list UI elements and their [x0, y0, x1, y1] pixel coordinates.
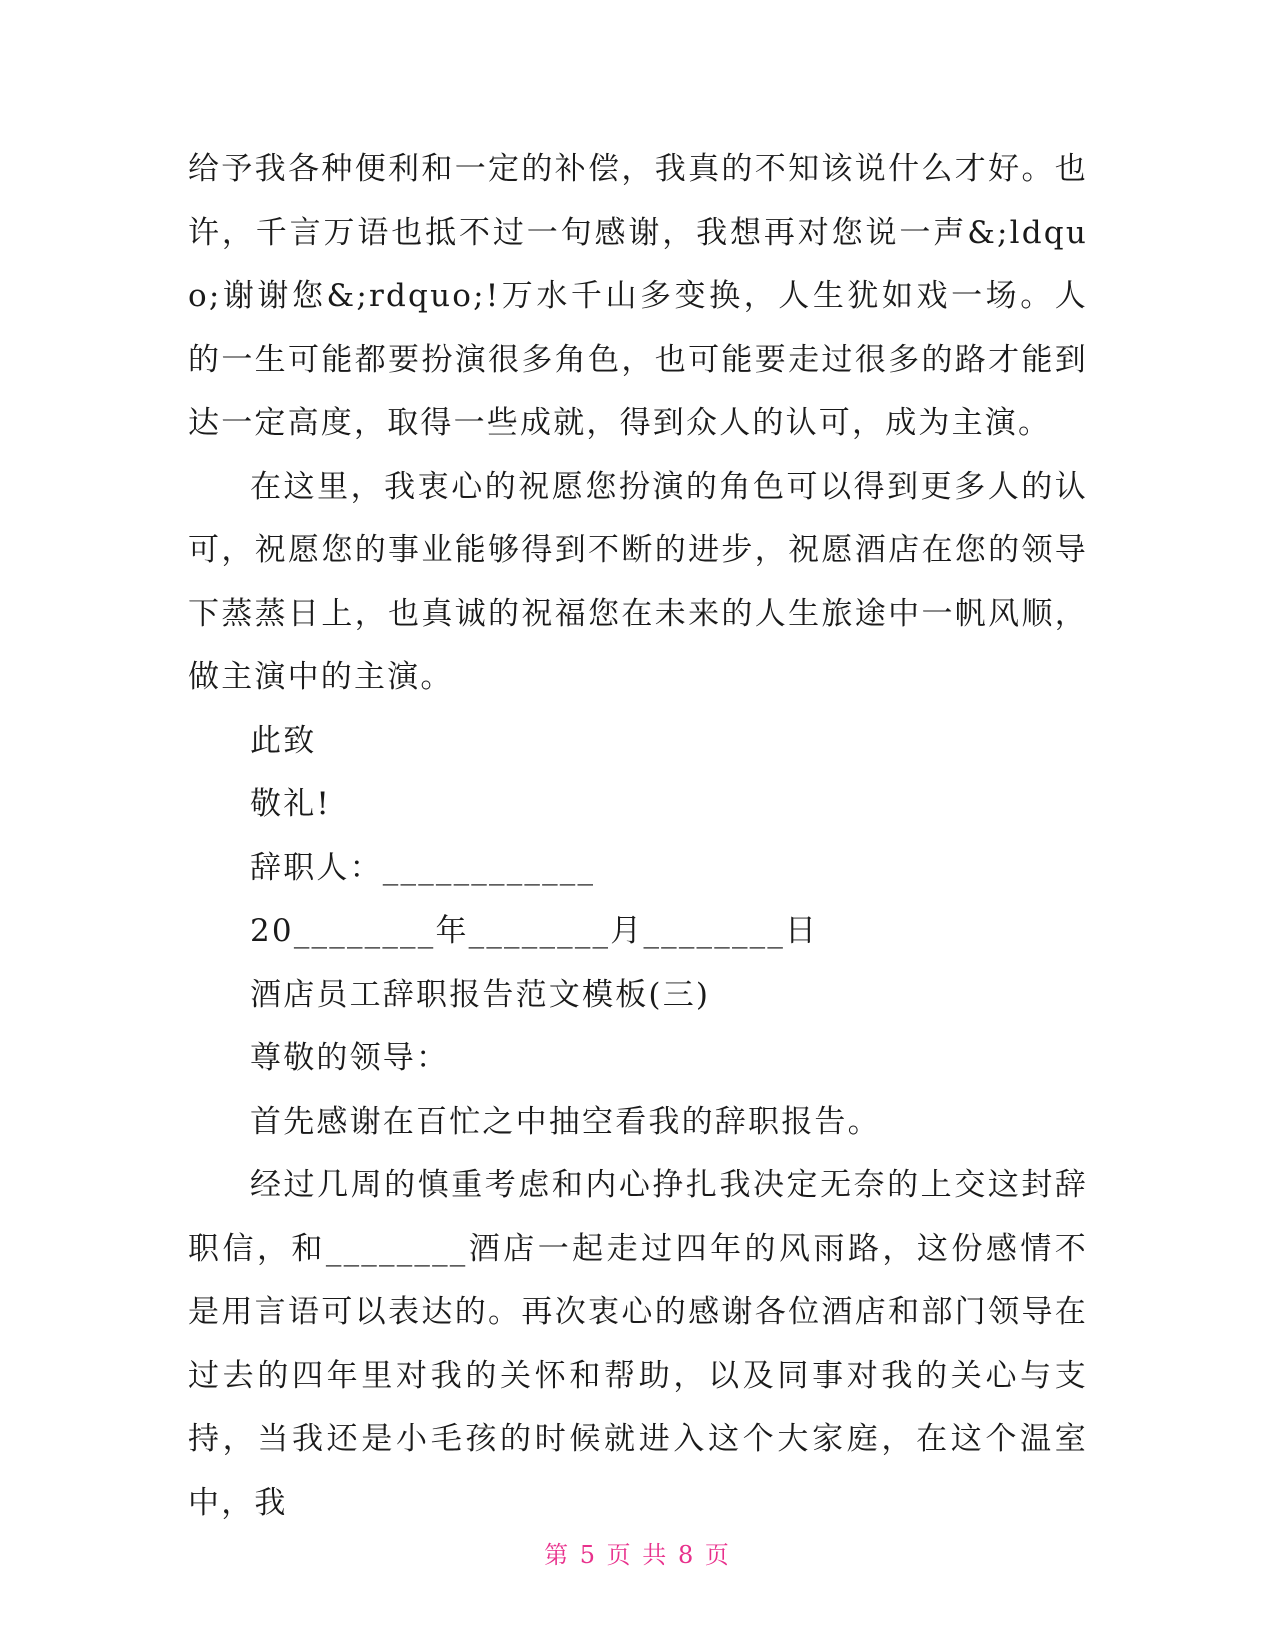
signature-line: 辞职人：____________: [250, 849, 596, 886]
page-number-footer: 第 5 页 共 8 页: [544, 1541, 731, 1569]
closing-salutation: 此致: [250, 722, 317, 759]
paragraph-continuation: 给予我各种便利和一定的补偿，我真的不知该说什么才好。也许，千言万语也抵不过一句感谢，我想再对您说一声&;ldquo;谢谢您&;rdquo;!万水千山多变换，人生犹如戏一场。人的一生可能都要扮演很多角色，也可能要走过很多的路才能到达一定高度，取得一些成就，得到众人的认可，成为主演。: [188, 151, 1088, 441]
paragraph-wishes: 在这里，我衷心的祝愿您扮演的角色可以得到更多人的认可，祝愿您的事业能够得到不断的进步，祝愿酒店在您的领导下蒸蒸日上，也真诚的祝福您在未来的人生旅途中一帆风顺，做主演中的主演。: [188, 468, 1088, 695]
greeting: 尊敬的领导：: [250, 1040, 450, 1076]
date-line: 20________年________月________日: [250, 913, 819, 949]
section-title: 酒店员工辞职报告范文模板(三): [250, 976, 711, 1013]
closing-regards: 敬礼!: [250, 786, 332, 822]
document-body: [188, 138, 1088, 1535]
paragraph-decision: 经过几周的慎重考虑和内心挣扎我决定无奈的上交这封辞职信，和________酒店一起走过四年的风雨路，这份感情不是用言语可以表达的。再次衷心的感谢各位酒店和部门领导在过去的四年里对我的关怀和帮助，以及同事对我的关心与支持，当我还是小毛孩的时候就进入这个大家庭，在这个温室中，我: [188, 1167, 1088, 1521]
paragraph-thanks: 首先感谢在百忙之中抽空看我的辞职报告。: [250, 1103, 881, 1140]
